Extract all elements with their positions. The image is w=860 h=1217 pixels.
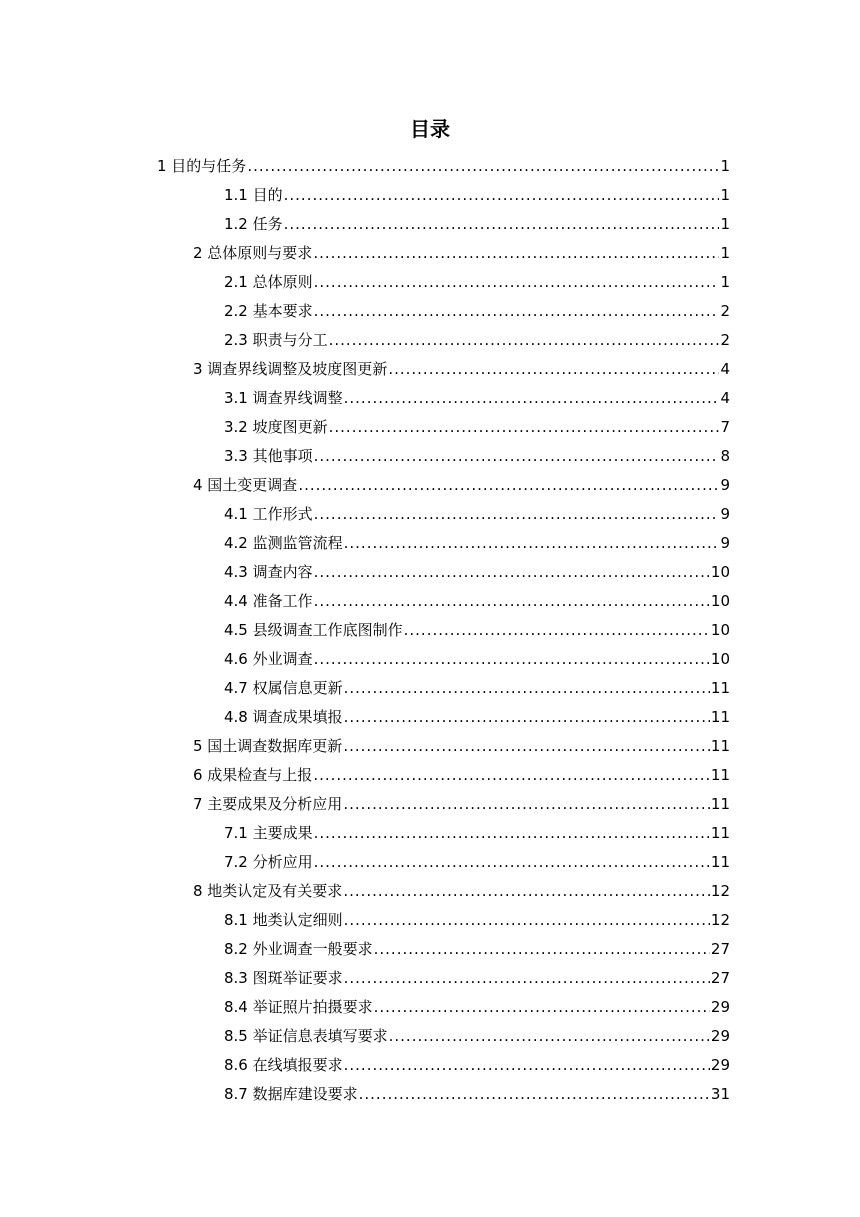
toc-entry[interactable] (0, 1022, 860, 1051)
toc-entry-page-number: 29 (710, 1056, 730, 1074)
toc-entry-page-number: 8 (720, 447, 730, 465)
toc-dot-leader (374, 993, 710, 1022)
toc-dot-leader (314, 268, 720, 297)
toc-entry-page-number: 11 (710, 679, 730, 697)
toc-entry-label: 3.2 坡度图更新 (224, 418, 328, 436)
toc-dot-leader (344, 384, 720, 413)
toc-entry-label: 3.1 调查界线调整 (224, 389, 343, 407)
toc-entry[interactable] (0, 355, 860, 384)
toc-entry-label: 8.7 数据库建设要求 (224, 1085, 358, 1103)
toc-entry[interactable] (0, 877, 860, 906)
toc-entry-label: 4.3 调查内容 (224, 563, 313, 581)
toc-entry-page-number: 11 (710, 853, 730, 871)
toc-entry-page-number: 2 (720, 302, 730, 320)
toc-dot-leader (298, 471, 719, 500)
toc-dot-leader (314, 558, 710, 587)
toc-entry-page-number: 12 (710, 911, 730, 929)
toc-dot-leader (314, 442, 720, 471)
toc-entry-label: 4.4 准备工作 (224, 592, 313, 610)
toc-entry-label: 3 调查界线调整及坡度图更新 (193, 360, 388, 378)
toc-entry[interactable] (0, 790, 860, 819)
toc-dot-leader (284, 210, 720, 239)
toc-dot-leader (313, 761, 710, 790)
toc-dot-leader (343, 790, 710, 819)
toc-entry-label: 8.5 举证信息表填写要求 (224, 1027, 388, 1045)
toc-dot-leader (314, 819, 710, 848)
toc-dot-leader (374, 935, 710, 964)
toc-entry[interactable] (0, 848, 860, 877)
toc-entry-page-number: 7 (720, 418, 730, 436)
toc-entry-page-number: 9 (720, 505, 730, 523)
toc-dot-leader (313, 239, 719, 268)
toc-entry[interactable] (0, 239, 860, 268)
page-title: 目录 (410, 117, 450, 141)
toc-entry-label: 8.3 图斑举证要求 (224, 969, 343, 987)
toc-entry-page-number: 4 (720, 389, 730, 407)
toc-entry-page-number: 27 (710, 969, 730, 987)
toc-entry[interactable] (0, 587, 860, 616)
toc-entry-label: 2.3 职责与分工 (224, 331, 328, 349)
toc-entry-label: 8.6 在线填报要求 (224, 1056, 343, 1074)
toc-entry-label: 6 成果检查与上报 (193, 766, 313, 784)
toc-entry-page-number: 2 (720, 331, 730, 349)
toc-entry[interactable] (0, 703, 860, 732)
toc-entry-page-number: 11 (710, 708, 730, 726)
toc-entry[interactable] (0, 181, 860, 210)
toc-entry-label: 7 主要成果及分析应用 (193, 795, 343, 813)
toc-entry[interactable] (0, 819, 860, 848)
toc-dot-leader (344, 1051, 710, 1080)
toc-entry-page-number: 10 (710, 621, 730, 639)
toc-dot-leader (343, 732, 710, 761)
toc-entry-label: 7.2 分析应用 (224, 853, 313, 871)
toc-entry-label: 1 目的与任务 (157, 157, 247, 175)
toc-dot-leader (344, 703, 710, 732)
toc-entry-page-number: 10 (710, 650, 730, 668)
toc-entry[interactable] (0, 616, 860, 645)
toc-dot-leader (329, 326, 720, 355)
toc-entry-label: 1.1 目的 (224, 186, 283, 204)
toc-entry-label: 8 地类认定及有关要求 (193, 882, 343, 900)
toc-entry[interactable] (0, 297, 860, 326)
toc-dot-leader (404, 616, 710, 645)
toc-entry[interactable] (0, 500, 860, 529)
toc-entry-label: 3.3 其他事项 (224, 447, 313, 465)
toc-entry-label: 4.7 权属信息更新 (224, 679, 343, 697)
toc-dot-leader (284, 181, 720, 210)
toc-entry[interactable] (0, 558, 860, 587)
toc-entry[interactable] (0, 1051, 860, 1080)
toc-entry[interactable] (0, 326, 860, 355)
toc-entry[interactable] (0, 674, 860, 703)
toc-entry-label: 8.1 地类认定细则 (224, 911, 343, 929)
toc-entry-label: 4.6 外业调查 (224, 650, 313, 668)
toc-entry[interactable] (0, 935, 860, 964)
toc-entry[interactable] (0, 732, 860, 761)
toc-dot-leader (329, 413, 720, 442)
toc-dot-leader (314, 848, 710, 877)
toc-entry-page-number: 10 (710, 592, 730, 610)
toc-entry-label: 2.1 总体原则 (224, 273, 313, 291)
toc-entry-page-number: 11 (710, 824, 730, 842)
toc-entry[interactable] (0, 761, 860, 790)
toc-entry-label: 8.2 外业调查一般要求 (224, 940, 373, 958)
toc-entry-label: 4.1 工作形式 (224, 505, 313, 523)
toc-entry[interactable] (0, 210, 860, 239)
toc-entry-page-number: 11 (710, 795, 730, 813)
toc-entry[interactable] (0, 152, 860, 181)
toc-entry[interactable] (0, 384, 860, 413)
toc-entry-page-number: 11 (710, 766, 730, 784)
toc-entry-page-number: 4 (720, 360, 730, 378)
toc-entry-label: 2.2 基本要求 (224, 302, 313, 320)
toc-entry-label: 4.5 县级调查工作底图制作 (224, 621, 403, 639)
toc-entry[interactable] (0, 471, 860, 500)
toc-entry[interactable] (0, 906, 860, 935)
toc-entry[interactable] (0, 964, 860, 993)
toc-entry-page-number: 12 (710, 882, 730, 900)
toc-entry-label: 4 国土变更调查 (193, 476, 298, 494)
toc-entry-label: 4.8 调查成果填报 (224, 708, 343, 726)
toc-list (0, 152, 860, 1109)
toc-dot-leader (247, 152, 719, 181)
toc-entry-page-number: 10 (710, 563, 730, 581)
toc-entry[interactable] (0, 413, 860, 442)
toc-dot-leader (359, 1080, 710, 1109)
toc-entry-page-number: 1 (720, 273, 730, 291)
toc-dot-leader (344, 906, 710, 935)
toc-entry[interactable] (0, 442, 860, 471)
toc-entry-page-number: 11 (710, 737, 730, 755)
toc-entry-page-number: 1 (720, 215, 730, 233)
toc-dot-leader (344, 964, 710, 993)
toc-dot-leader (344, 529, 720, 558)
toc-entry-label: 2 总体原则与要求 (193, 244, 313, 262)
toc-entry-page-number: 1 (720, 157, 730, 175)
toc-entry-page-number: 9 (720, 534, 730, 552)
toc-entry[interactable] (0, 529, 860, 558)
toc-dot-leader (314, 500, 720, 529)
toc-entry[interactable] (0, 645, 860, 674)
toc-entry-label: 1.2 任务 (224, 215, 283, 233)
toc-dot-leader (314, 297, 720, 326)
toc-entry-page-number: 1 (720, 186, 730, 204)
toc-dot-leader (344, 674, 710, 703)
toc-entry-page-number: 9 (720, 476, 730, 494)
toc-entry[interactable] (0, 993, 860, 1022)
toc-dot-leader (388, 355, 719, 384)
toc-entry-label: 7.1 主要成果 (224, 824, 313, 842)
toc-dot-leader (314, 645, 710, 674)
toc-entry[interactable] (0, 1080, 860, 1109)
toc-entry-label: 4.2 监测监管流程 (224, 534, 343, 552)
toc-entry-page-number: 29 (710, 998, 730, 1016)
toc-dot-leader (314, 587, 710, 616)
toc-entry-page-number: 27 (710, 940, 730, 958)
toc-dot-leader (389, 1022, 710, 1051)
toc-entry-page-number: 1 (720, 244, 730, 262)
toc-entry-page-number: 29 (710, 1027, 730, 1045)
toc-dot-leader (343, 877, 710, 906)
toc-entry-label: 5 国土调查数据库更新 (193, 737, 343, 755)
toc-entry[interactable] (0, 268, 860, 297)
toc-entry-page-number: 31 (710, 1085, 730, 1103)
toc-entry-label: 8.4 举证照片拍摄要求 (224, 998, 373, 1016)
